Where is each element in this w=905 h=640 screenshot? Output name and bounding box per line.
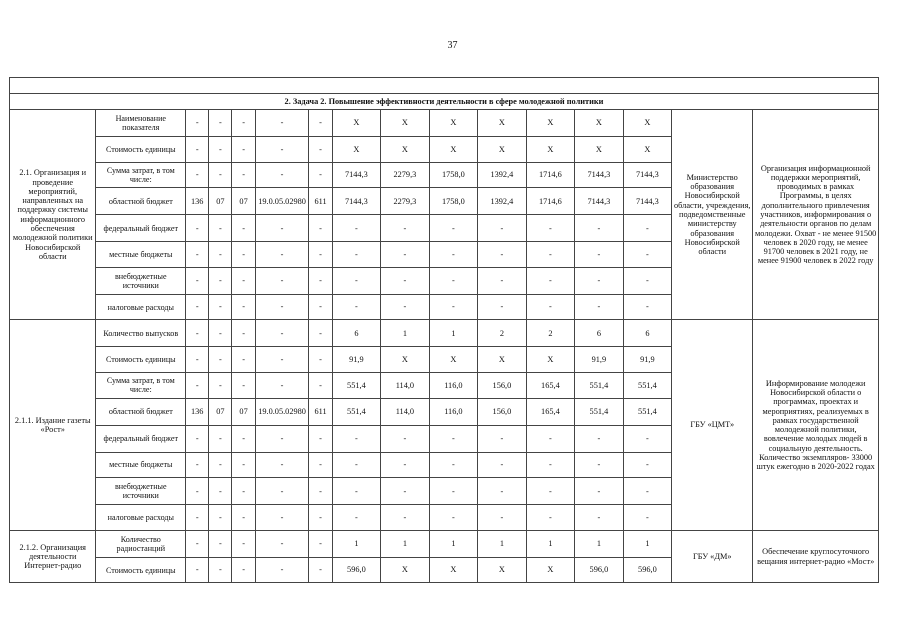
value-cell: X: [623, 110, 672, 137]
table-row: [10, 110, 879, 137]
code-cell: -: [232, 320, 255, 347]
value-cell: -: [575, 505, 624, 531]
value-cell: -: [526, 215, 575, 242]
code-cell: -: [309, 425, 332, 452]
table-row: [10, 320, 879, 347]
code-cell: -: [209, 137, 232, 163]
value-cell: X: [429, 557, 478, 583]
code-cell: -: [255, 110, 309, 137]
code-cell: -: [255, 530, 309, 557]
indicator-label: внебюджетные источники: [96, 478, 186, 505]
value-cell: 114,0: [381, 398, 430, 425]
indicator-label: налоговые расходы: [96, 505, 186, 531]
value-cell: 1: [429, 320, 478, 347]
value-cell: 1: [381, 320, 430, 347]
value-cell: 551,4: [623, 398, 672, 425]
value-cell: -: [381, 452, 430, 478]
value-cell: -: [381, 267, 430, 294]
value-cell: -: [429, 267, 478, 294]
code-cell: -: [186, 110, 209, 137]
code-cell: -: [186, 530, 209, 557]
value-cell: 2279,3: [381, 188, 430, 215]
code-cell: -: [232, 372, 255, 398]
value-cell: -: [623, 478, 672, 505]
value-cell: -: [429, 478, 478, 505]
indicator-label: Стоимость единицы: [96, 557, 186, 583]
code-cell: -: [186, 347, 209, 373]
value-cell: 1: [478, 530, 527, 557]
value-cell: 1714,6: [526, 188, 575, 215]
code-cell: -: [309, 478, 332, 505]
code-cell: -: [209, 425, 232, 452]
value-cell: X: [575, 110, 624, 137]
code-cell: 611: [309, 398, 332, 425]
value-cell: 551,4: [575, 398, 624, 425]
value-cell: X: [526, 347, 575, 373]
value-cell: -: [575, 478, 624, 505]
code-cell: -: [232, 110, 255, 137]
indicator-label: Наименование показателя: [96, 110, 186, 137]
indicator-label: внебюджетные источники: [96, 267, 186, 294]
value-cell: -: [575, 425, 624, 452]
value-cell: 114,0: [381, 372, 430, 398]
value-cell: -: [623, 452, 672, 478]
value-cell: 596,0: [575, 557, 624, 583]
executor: ГБУ «ДМ»: [672, 530, 753, 583]
value-cell: -: [478, 242, 527, 268]
value-cell: -: [381, 425, 430, 452]
value-cell: X: [526, 110, 575, 137]
value-cell: 7144,3: [332, 162, 381, 188]
expected-result: Информирование молодежи Новосибирской области о программах, проектах и мероприятиях, реализуемых в рамках государственной молодежной политики, вовлечение молодых людей в социальную деятельность. Количество экземпляров- 33000 штук ежегодно в 2020-2022 годах: [753, 320, 879, 530]
value-cell: 6: [623, 320, 672, 347]
value-cell: -: [478, 478, 527, 505]
indicator-label: областной бюджет: [96, 398, 186, 425]
value-cell: 1392,4: [478, 188, 527, 215]
value-cell: -: [526, 505, 575, 531]
program-table: [9, 77, 879, 583]
code-cell: -: [255, 162, 309, 188]
task-title: 2. Задача 2. Повышение эффективности деятельности в сфере молодежной политики: [10, 94, 879, 110]
code-cell: 19.0.05.02980: [255, 398, 309, 425]
value-cell: 1: [332, 530, 381, 557]
value-cell: X: [429, 137, 478, 163]
code-cell: -: [209, 452, 232, 478]
value-cell: -: [429, 242, 478, 268]
value-cell: -: [575, 294, 624, 320]
value-cell: -: [526, 242, 575, 268]
value-cell: X: [526, 557, 575, 583]
executor: ГБУ «ЦМТ»: [672, 320, 753, 530]
value-cell: -: [623, 294, 672, 320]
value-cell: -: [429, 425, 478, 452]
value-cell: -: [381, 294, 430, 320]
code-cell: -: [255, 372, 309, 398]
value-cell: -: [478, 425, 527, 452]
code-cell: -: [186, 137, 209, 163]
value-cell: -: [575, 215, 624, 242]
code-cell: -: [309, 505, 332, 531]
code-cell: -: [232, 347, 255, 373]
code-cell: -: [186, 478, 209, 505]
code-cell: -: [255, 215, 309, 242]
value-cell: -: [478, 267, 527, 294]
value-cell: 1: [381, 530, 430, 557]
value-cell: -: [478, 452, 527, 478]
code-cell: -: [309, 557, 332, 583]
value-cell: -: [332, 294, 381, 320]
code-cell: -: [255, 425, 309, 452]
value-cell: X: [332, 110, 381, 137]
value-cell: 596,0: [332, 557, 381, 583]
value-cell: 551,4: [623, 372, 672, 398]
code-cell: -: [255, 505, 309, 531]
value-cell: 156,0: [478, 372, 527, 398]
code-cell: -: [186, 242, 209, 268]
event-name: 2.1.2. Организация деятельности Интернет-радио: [10, 530, 96, 583]
code-cell: -: [232, 505, 255, 531]
code-cell: -: [309, 162, 332, 188]
code-cell: -: [209, 267, 232, 294]
value-cell: 1392,4: [478, 162, 527, 188]
code-cell: -: [232, 478, 255, 505]
value-cell: 7144,3: [623, 162, 672, 188]
indicator-label: областной бюджет: [96, 188, 186, 215]
value-cell: X: [478, 110, 527, 137]
code-cell: -: [209, 557, 232, 583]
code-cell: -: [255, 347, 309, 373]
value-cell: 116,0: [429, 372, 478, 398]
code-cell: -: [255, 557, 309, 583]
code-cell: -: [232, 242, 255, 268]
code-cell: -: [209, 478, 232, 505]
code-cell: -: [232, 267, 255, 294]
value-cell: 551,4: [575, 372, 624, 398]
value-cell: 6: [575, 320, 624, 347]
value-cell: 1: [623, 530, 672, 557]
value-cell: 1714,6: [526, 162, 575, 188]
task-row: [10, 94, 879, 110]
value-cell: 551,4: [332, 398, 381, 425]
value-cell: -: [429, 452, 478, 478]
value-cell: -: [332, 452, 381, 478]
value-cell: 1758,0: [429, 162, 478, 188]
code-cell: 07: [209, 188, 232, 215]
value-cell: -: [332, 267, 381, 294]
code-cell: 136: [186, 188, 209, 215]
code-cell: -: [309, 452, 332, 478]
value-cell: 91,9: [332, 347, 381, 373]
code-cell: -: [186, 372, 209, 398]
value-cell: -: [429, 294, 478, 320]
value-cell: -: [623, 505, 672, 531]
executor: Министерство образования Новосибирской области, учреждения, подведомственные министерству образования Новосибирской области: [672, 110, 753, 320]
value-cell: 2: [478, 320, 527, 347]
indicator-label: Стоимость единицы: [96, 347, 186, 373]
value-cell: -: [526, 267, 575, 294]
value-cell: 7144,3: [575, 162, 624, 188]
value-cell: X: [381, 347, 430, 373]
code-cell: -: [232, 137, 255, 163]
value-cell: 2279,3: [381, 162, 430, 188]
indicator-label: местные бюджеты: [96, 242, 186, 268]
value-cell: 1: [429, 530, 478, 557]
value-cell: -: [429, 505, 478, 531]
code-cell: 07: [232, 398, 255, 425]
code-cell: -: [186, 505, 209, 531]
code-cell: -: [255, 267, 309, 294]
value-cell: -: [332, 425, 381, 452]
value-cell: -: [381, 505, 430, 531]
code-cell: -: [232, 215, 255, 242]
code-cell: -: [232, 162, 255, 188]
value-cell: X: [429, 110, 478, 137]
code-cell: -: [209, 372, 232, 398]
code-cell: -: [232, 294, 255, 320]
value-cell: 596,0: [623, 557, 672, 583]
value-cell: 91,9: [575, 347, 624, 373]
value-cell: -: [478, 215, 527, 242]
code-cell: 19.0.05.02980: [255, 188, 309, 215]
value-cell: 7144,3: [575, 188, 624, 215]
indicator-label: федеральный бюджет: [96, 425, 186, 452]
indicator-label: налоговые расходы: [96, 294, 186, 320]
value-cell: 7144,3: [623, 188, 672, 215]
code-cell: 07: [232, 188, 255, 215]
header-blank-row: [10, 78, 879, 94]
code-cell: -: [309, 267, 332, 294]
value-cell: -: [332, 478, 381, 505]
indicator-label: Сумма затрат, в том числе:: [96, 372, 186, 398]
event-name: 2.1.1. Издание газеты «Рост»: [10, 320, 96, 530]
value-cell: 551,4: [332, 372, 381, 398]
value-cell: 6: [332, 320, 381, 347]
value-cell: -: [526, 425, 575, 452]
code-cell: -: [232, 530, 255, 557]
code-cell: -: [186, 215, 209, 242]
value-cell: 1: [526, 530, 575, 557]
indicator-label: Стоимость единицы: [96, 137, 186, 163]
code-cell: -: [309, 347, 332, 373]
code-cell: -: [186, 162, 209, 188]
code-cell: -: [232, 452, 255, 478]
code-cell: -: [186, 320, 209, 347]
indicator-label: местные бюджеты: [96, 452, 186, 478]
expected-result: Организация информационной поддержки мероприятий, проводимых в рамках Программы, в целях дополнительного привлечения участников, информирования о деятельности органов по делам молодежи. Охват - не менее 91500 человек в 2020 году, не менее 91700 человек в 2021 году, не менее 91900 человек в 2022 году: [753, 110, 879, 320]
value-cell: X: [478, 557, 527, 583]
code-cell: -: [209, 505, 232, 531]
code-cell: -: [209, 294, 232, 320]
value-cell: 116,0: [429, 398, 478, 425]
value-cell: 1758,0: [429, 188, 478, 215]
code-cell: -: [186, 294, 209, 320]
code-cell: -: [209, 162, 232, 188]
code-cell: -: [209, 347, 232, 373]
value-cell: -: [575, 452, 624, 478]
code-cell: -: [309, 215, 332, 242]
code-cell: -: [309, 110, 332, 137]
value-cell: -: [575, 267, 624, 294]
code-cell: -: [255, 294, 309, 320]
value-cell: -: [429, 215, 478, 242]
code-cell: -: [186, 267, 209, 294]
event-name: 2.1. Организация и проведение мероприятий, направленных на поддержку системы информационного обеспечения молодежной политики Новосибирской области: [10, 110, 96, 320]
code-cell: -: [209, 215, 232, 242]
code-cell: -: [209, 242, 232, 268]
value-cell: -: [575, 242, 624, 268]
value-cell: 1: [575, 530, 624, 557]
expected-result: Обеспечение круглосуточного вещания интернет-радио «Мост»: [753, 530, 879, 583]
value-cell: -: [381, 478, 430, 505]
code-cell: -: [209, 320, 232, 347]
value-cell: -: [478, 505, 527, 531]
value-cell: -: [623, 267, 672, 294]
value-cell: X: [478, 347, 527, 373]
value-cell: -: [526, 478, 575, 505]
value-cell: -: [623, 215, 672, 242]
value-cell: X: [332, 137, 381, 163]
code-cell: -: [309, 320, 332, 347]
indicator-label: Сумма затрат, в том числе:: [96, 162, 186, 188]
code-cell: -: [255, 320, 309, 347]
code-cell: -: [255, 452, 309, 478]
value-cell: 91,9: [623, 347, 672, 373]
value-cell: -: [381, 215, 430, 242]
indicator-label: Количество выпусков: [96, 320, 186, 347]
value-cell: 156,0: [478, 398, 527, 425]
code-cell: 07: [209, 398, 232, 425]
value-cell: -: [332, 242, 381, 268]
indicator-label: федеральный бюджет: [96, 215, 186, 242]
value-cell: X: [381, 110, 430, 137]
value-cell: 165,4: [526, 398, 575, 425]
value-cell: -: [381, 242, 430, 268]
code-cell: -: [186, 452, 209, 478]
value-cell: 165,4: [526, 372, 575, 398]
code-cell: -: [255, 478, 309, 505]
code-cell: -: [255, 137, 309, 163]
code-cell: 136: [186, 398, 209, 425]
code-cell: -: [309, 137, 332, 163]
code-cell: -: [255, 242, 309, 268]
value-cell: X: [526, 137, 575, 163]
value-cell: -: [623, 242, 672, 268]
value-cell: 7144,3: [332, 188, 381, 215]
value-cell: -: [526, 294, 575, 320]
page-number: 37: [447, 40, 458, 51]
code-cell: -: [186, 425, 209, 452]
code-cell: -: [209, 530, 232, 557]
code-cell: -: [232, 425, 255, 452]
code-cell: -: [209, 110, 232, 137]
code-cell: -: [232, 557, 255, 583]
code-cell: -: [309, 372, 332, 398]
value-cell: -: [332, 215, 381, 242]
code-cell: -: [309, 530, 332, 557]
value-cell: X: [381, 557, 430, 583]
code-cell: -: [309, 242, 332, 268]
value-cell: X: [575, 137, 624, 163]
table-row: [10, 530, 879, 557]
value-cell: -: [526, 452, 575, 478]
value-cell: X: [478, 137, 527, 163]
code-cell: 611: [309, 188, 332, 215]
value-cell: -: [332, 505, 381, 531]
code-cell: -: [186, 557, 209, 583]
value-cell: 2: [526, 320, 575, 347]
indicator-label: Количество радиостанций: [96, 530, 186, 557]
value-cell: X: [429, 347, 478, 373]
code-cell: -: [309, 294, 332, 320]
value-cell: -: [623, 425, 672, 452]
value-cell: -: [478, 294, 527, 320]
value-cell: X: [623, 137, 672, 163]
value-cell: X: [381, 137, 430, 163]
